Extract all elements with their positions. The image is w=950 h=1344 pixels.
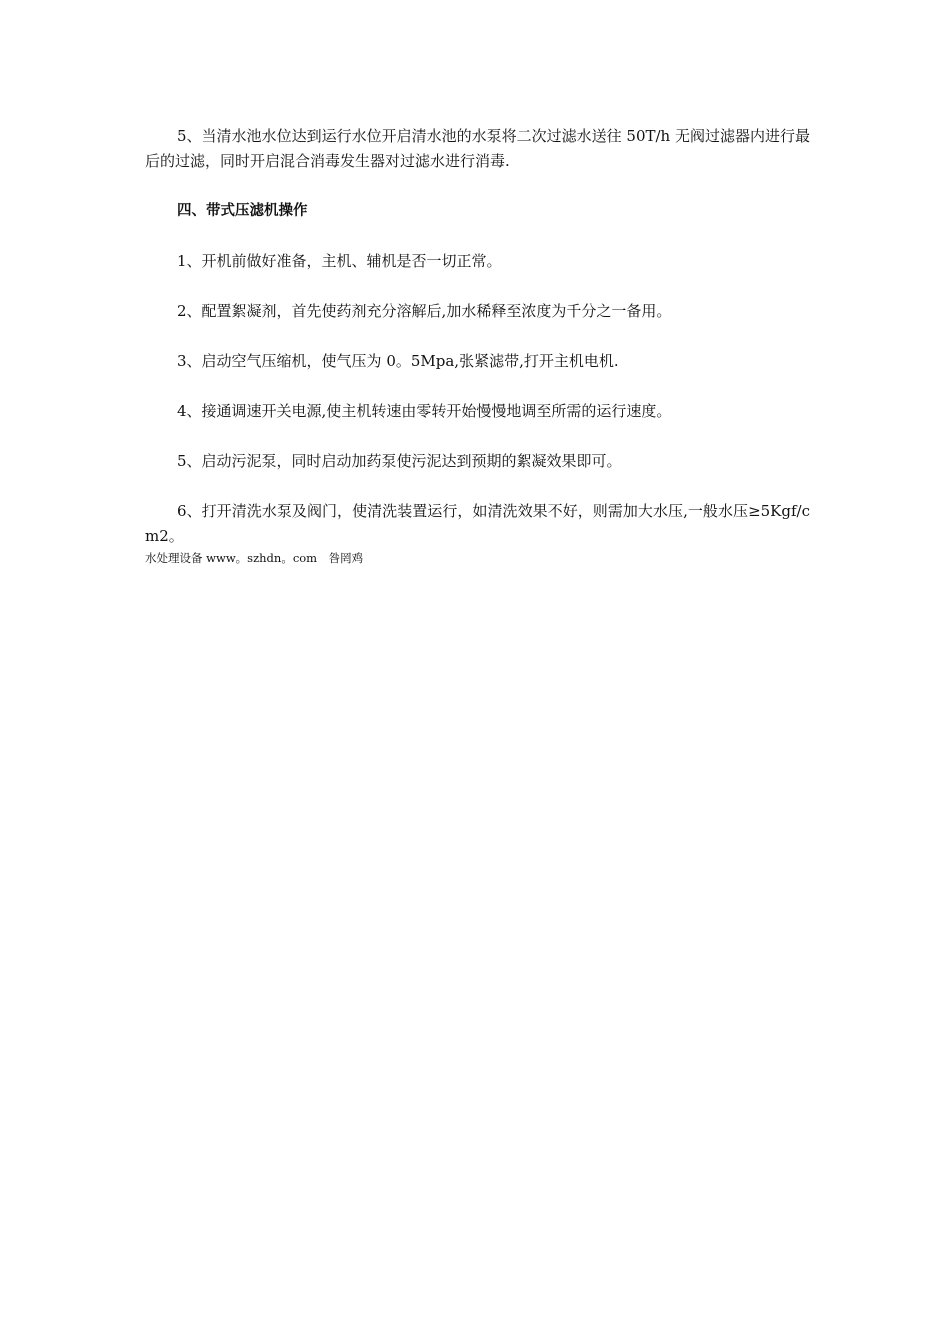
section-heading: 四、带式压滤机操作 bbox=[177, 203, 308, 219]
step-3: 3、启动空气压缩机，使气压为 0。5Mpa,张紧滤带,打开主机电机. bbox=[177, 352, 619, 370]
step-5: 5、启动污泥泵，同时启动加药泵使污泥达到预期的絮凝效果即可。 bbox=[177, 452, 622, 470]
step-6: 6、打开清洗水泵及阀门，使清洗装置运行，如清洗效果不好，则需加大水压,一般水压≥5Kgf/cm2。 bbox=[145, 502, 810, 545]
paragraph-step-5-filter: 5、当清水池水位达到运行水位开启清水池的水泵将二次过滤水送往 50T/h 无阀过滤器内进行最后的过滤，同时开启混合消毒发生器对过滤水进行消毒. bbox=[145, 127, 810, 170]
document-body bbox=[145, 124, 810, 566]
step-4: 4、接通调速开关电源,使主机转速由零转开始慢慢地调至所需的运行速度。 bbox=[177, 402, 672, 420]
source-note: 水处理设备 www。szhdn。com 咎罔鸡 bbox=[145, 551, 364, 565]
step-2: 2、配置絮凝剂，首先使药剂充分溶解后,加水稀释至浓度为千分之一备用。 bbox=[177, 302, 672, 320]
step-1: 1、开机前做好准备，主机、辅机是否一切正常。 bbox=[177, 252, 502, 270]
